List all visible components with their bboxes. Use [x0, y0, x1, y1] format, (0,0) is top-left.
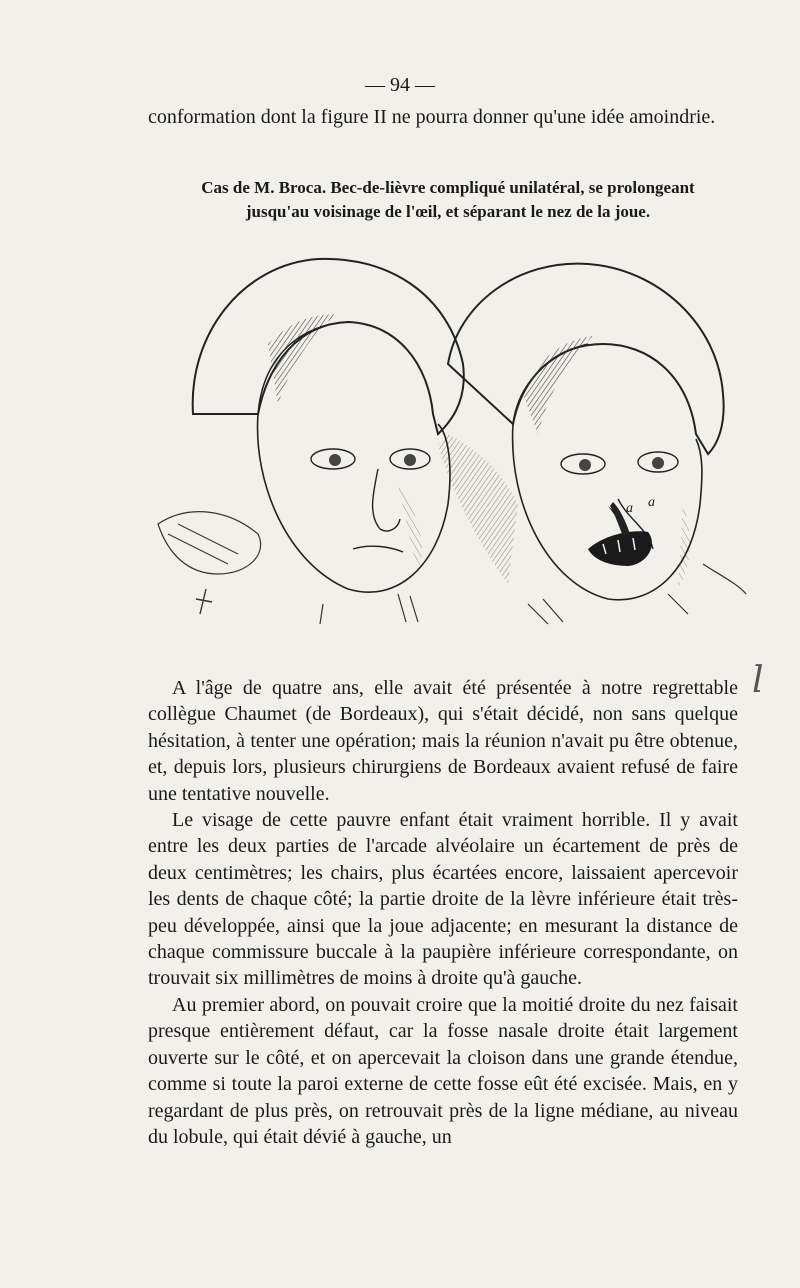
- caption-line-1: Cas de M. Broca. Bec-de-lièvre compliqué unilatéral, se prolongeant: [201, 178, 695, 197]
- right-infant-face: [448, 264, 746, 624]
- caption-line-2: jusqu'au voisinage de l'œil, et séparant le nez de la joue.: [245, 202, 651, 221]
- figure-label-a-right: a: [648, 495, 655, 510]
- figure-caption: [148, 176, 748, 224]
- paragraph-2: Le visage de cette pauvre enfant était vraiment horrible. Il y avait entre les deux parties de l'arcade alvéolaire un écartement de près de deux centimètres; les chairs, plus écartées encore, laissaient apercevoir les dents de chaque côté; la partie droite de la lèvre inférieure était très-peu développée, ainsi que la joue adjacente; en mesurant la distance de chaque commissure buccale à la paupière inférieure correspondante, on trouvait six millimètres de moins à droite qu'à gauche.: [148, 809, 738, 990]
- handwritten-margin-mark: l: [752, 660, 764, 701]
- engraving-figure: [148, 244, 748, 644]
- figure-label-a-left: a: [626, 501, 633, 516]
- left-infant-face: [158, 259, 464, 614]
- intro-paragraph: conformation dont la figure II ne pourra donner qu'une idée amoindrie.: [148, 106, 716, 128]
- body-text: [148, 675, 738, 1150]
- page-number: — 94 —: [365, 74, 435, 96]
- paragraph-1: A l'âge de quatre ans, elle avait été présentée à notre regrettable collègue Chaumet (de Bordeaux), qui s'était décidé, non sans quelque hésitation, à tenter une opération; mais la réunion n'avait pu être obtenue, et, depuis lors, plusieurs chirurgiens de Bordeaux avaient refusé de faire une tentative nouvelle.: [148, 677, 738, 805]
- engraving-two-infant-faces: [148, 244, 748, 644]
- paragraph-3: Au premier abord, on pouvait croire que la moitié droite du nez faisait presque entièrement défaut, car la fosse nasale droite était largement ouverte sur le côté, et on apercevait la cloison dans une grande étendue, comme si toute la paroi externe de cette fosse eût été excisée. Mais, en y regardant de plus près, on retrouvait près de la ligne médiane, au niveau du lobule, qui était dévié à gauche, un: [148, 993, 738, 1148]
